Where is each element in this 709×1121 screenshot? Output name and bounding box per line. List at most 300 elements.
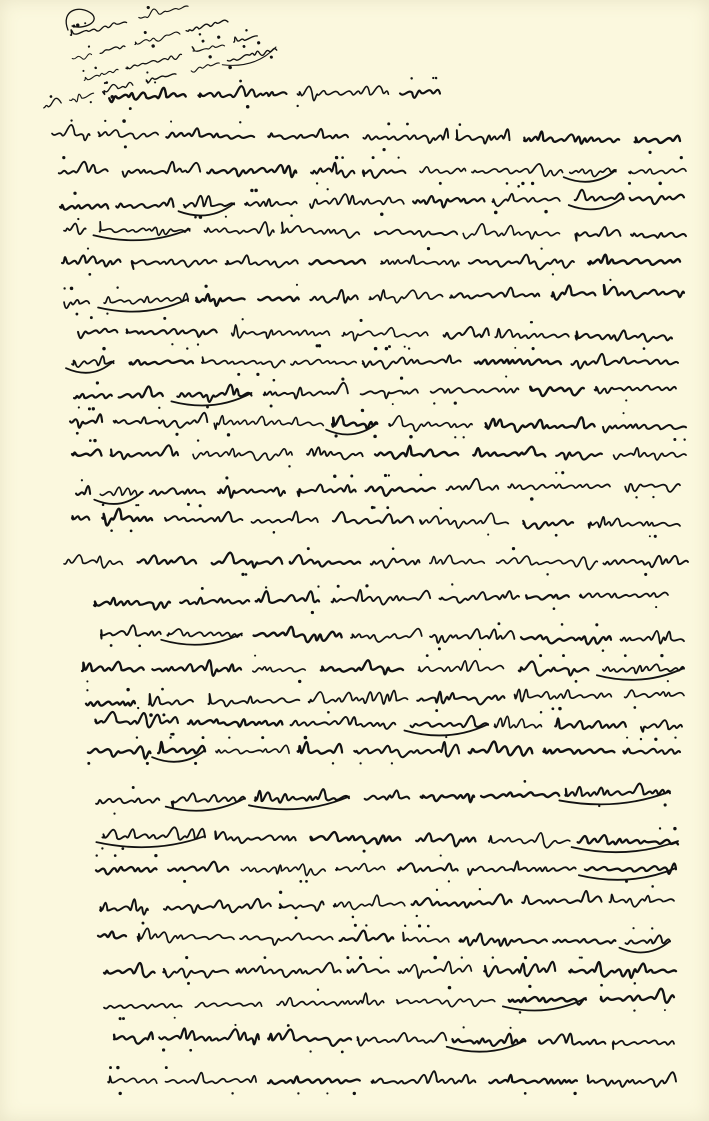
line-3-dot — [341, 156, 344, 159]
manuscript-line-4 — [60, 182, 684, 221]
line-5-word-1 — [575, 227, 620, 241]
line-13-dot — [135, 504, 137, 506]
line-14-dot — [199, 504, 202, 507]
line-18-dot — [624, 654, 627, 657]
line-15-word-5 — [212, 553, 283, 568]
line-23-dot — [101, 847, 103, 849]
line-15-word-7 — [64, 555, 122, 568]
line-21-dot — [626, 737, 628, 739]
line-6-dot — [540, 247, 542, 249]
line-29-dot — [189, 1049, 192, 1052]
line-29-dot — [234, 1024, 236, 1026]
line-3-dot — [398, 157, 400, 159]
line-16-word-2 — [439, 591, 519, 603]
line-30-dot — [109, 1066, 112, 1069]
line-16-dot — [337, 585, 340, 588]
manuscript-line-20 — [95, 706, 682, 741]
line-3-dot — [531, 182, 534, 185]
line-17-dot — [138, 644, 141, 647]
line-2-dot — [387, 122, 390, 125]
manuscript-line-7 — [63, 277, 684, 316]
line-27-word-2 — [398, 962, 471, 978]
line-4-dot — [77, 218, 79, 220]
line-24-word-1 — [468, 861, 576, 875]
line-28-word-3 — [277, 993, 384, 1007]
line-11-dot — [361, 409, 364, 412]
line-1-dot — [129, 107, 132, 110]
line-20-word-4 — [290, 716, 395, 729]
line-23-word-5 — [102, 827, 205, 841]
line-7-word-1 — [551, 285, 595, 300]
line-8-word-2 — [443, 327, 489, 340]
line-21-dot — [87, 762, 90, 765]
line-15-dot — [546, 573, 548, 575]
line-14-dot — [102, 503, 105, 506]
line-15-dot — [512, 547, 515, 550]
line-25-word-6 — [100, 899, 148, 915]
manuscript-line-16 — [94, 579, 668, 617]
line-11-dot — [462, 436, 464, 438]
line-5-word-4 — [281, 222, 359, 238]
line-9-dot — [186, 347, 188, 349]
line-4-dot — [254, 189, 258, 193]
line-9-dot — [256, 373, 259, 376]
manuscript-line-28 — [104, 982, 674, 1020]
line-23-word-1 — [489, 832, 570, 848]
line-30-word-2 — [372, 1071, 476, 1083]
line-21-dot — [146, 762, 149, 765]
line-2-word-0 — [635, 135, 680, 143]
manuscript-line-12 — [72, 439, 686, 468]
line-14-dot — [440, 507, 443, 510]
line-12-word-2 — [473, 447, 545, 457]
line-26-word-1 — [553, 939, 615, 944]
line-30-word-4 — [166, 1073, 257, 1084]
line-10-dot — [88, 407, 91, 410]
line-17-word-3 — [351, 628, 422, 642]
line-3-dot — [335, 156, 338, 159]
line-26-dot — [354, 924, 357, 927]
line-28-word-1 — [509, 996, 586, 1005]
line-19-word-4 — [208, 692, 299, 706]
line-18-dot — [86, 680, 88, 682]
line-22-word-1 — [481, 792, 559, 799]
line-13-dot — [388, 474, 390, 476]
line-19-dot — [162, 713, 165, 716]
line-28-word-2 — [397, 998, 495, 1007]
line-22-word-6 — [96, 798, 159, 804]
line-11-dot — [78, 406, 80, 408]
line-15-word-6 — [138, 556, 197, 564]
line-2-word-7 — [52, 125, 90, 141]
line-30-dot — [524, 1092, 527, 1095]
line-27-dot — [433, 956, 437, 960]
line-14-word-5 — [165, 511, 243, 522]
line-3-word-6 — [207, 165, 296, 177]
line-3-dot — [439, 182, 442, 185]
line-16-dot — [201, 587, 204, 590]
line-26-dot — [418, 924, 421, 927]
line-11-dot — [673, 438, 676, 441]
line-27-word-6 — [104, 963, 155, 977]
line-3-word-4 — [363, 170, 406, 178]
line-24-dot — [114, 854, 117, 857]
line-21-dot — [202, 736, 205, 739]
line-27-word-4 — [236, 963, 340, 977]
line-3-dot — [506, 182, 509, 185]
line-16-dot — [317, 585, 319, 587]
line-19-dot — [435, 709, 438, 712]
line-18-dot — [254, 655, 256, 657]
line-9-word-2 — [363, 355, 461, 368]
line-24-dot — [96, 854, 98, 856]
line-6-word-6 — [62, 255, 121, 266]
manuscript-line-29 — [114, 1022, 674, 1057]
line-11-word-0 — [603, 424, 686, 433]
line-4-word-4 — [310, 193, 404, 208]
line-17-dot — [561, 623, 564, 626]
line-5-word-0 — [631, 232, 686, 238]
line-30-dot — [573, 1092, 576, 1095]
line-1-word-1 — [297, 85, 388, 101]
line-12-word-5 — [193, 449, 292, 461]
line-24-dot — [305, 880, 308, 883]
line-4-word-8 — [60, 204, 108, 210]
line-7-dot — [76, 313, 79, 316]
manuscript-line-11 — [70, 406, 686, 442]
manuscript-line-6 — [62, 247, 680, 276]
line-14-word-4 — [251, 511, 317, 524]
line-28-dot — [633, 1009, 635, 1011]
line-20-word-3 — [410, 715, 488, 728]
line-17-word-6 — [101, 625, 161, 639]
line-15-dot — [241, 573, 244, 576]
line-13-word-2 — [446, 478, 498, 490]
line-2-dot — [648, 151, 651, 154]
manuscript-line-5 — [64, 219, 686, 246]
line-27-dot — [346, 956, 349, 959]
line-15-dot — [245, 573, 248, 576]
line-6-dot — [552, 273, 554, 275]
line-9-word-1 — [475, 359, 561, 364]
line-7-dot — [106, 312, 108, 314]
line-14-word-2 — [420, 512, 509, 528]
line-21-word-6 — [158, 742, 205, 753]
line-16-dot — [655, 606, 657, 608]
line-7-word-0 — [604, 284, 684, 299]
manuscript-line-8 — [78, 316, 672, 351]
line-21-dot — [674, 736, 676, 738]
line-17-dot — [595, 623, 598, 626]
line-20-word-5 — [188, 719, 283, 727]
line-14-dot — [555, 534, 558, 537]
manuscript-line-19 — [86, 679, 684, 718]
line-5-word-5 — [204, 221, 274, 235]
line-22-dot — [664, 803, 667, 806]
line-10-dot — [392, 403, 394, 405]
line-20-dot — [137, 707, 139, 709]
line-7-word-5 — [258, 296, 299, 301]
line-6-dot — [88, 273, 91, 276]
line-25-dot — [416, 915, 418, 917]
line-26-dot — [365, 924, 367, 926]
line-30-word-3 — [268, 1076, 360, 1083]
line-27-dot — [187, 982, 190, 985]
line-13-word-6 — [150, 488, 205, 495]
line-18-dot — [426, 654, 429, 657]
line-21-word-5 — [216, 745, 289, 753]
line-30-word-1 — [489, 1075, 577, 1084]
line-11-dot — [227, 433, 230, 436]
line-23-word-3 — [310, 832, 400, 844]
line-5-word-3 — [375, 229, 457, 237]
manuscript-line-30 — [108, 1066, 676, 1095]
line-12-word-0 — [614, 448, 686, 460]
line-10-word-1 — [530, 386, 584, 396]
line-18-word-5 — [152, 660, 241, 676]
line-1-word-0 — [400, 90, 440, 98]
line-5-word-2 — [463, 224, 559, 240]
line-11-word-2 — [389, 416, 472, 432]
line-8-dot — [90, 316, 93, 319]
line-22-word-2 — [421, 794, 475, 803]
line-27-dot — [380, 956, 382, 958]
line-4-dot — [380, 212, 384, 216]
line-25-dot — [295, 916, 298, 919]
line-28-dot — [317, 989, 319, 991]
line-13-dot — [350, 475, 353, 478]
line-17-dot — [497, 622, 500, 625]
line-12-word-7 — [72, 449, 102, 455]
line-13-dot — [187, 503, 190, 506]
line-10-dot — [92, 407, 95, 410]
line-2-dot — [104, 120, 106, 122]
line-14-dot — [273, 531, 276, 534]
line-24-dot — [154, 854, 157, 857]
line-8-dot — [318, 344, 321, 347]
line-14-dot — [649, 535, 651, 537]
line-18-word-3 — [321, 660, 403, 674]
line-2-dot — [406, 123, 409, 126]
line-26-dot — [632, 927, 634, 929]
line-29-dot — [509, 1027, 511, 1029]
line-21-dot — [332, 762, 334, 764]
line-23-word-0 — [578, 835, 678, 845]
line-29-dot — [162, 1048, 165, 1051]
line-3-dot — [680, 156, 683, 159]
line-27-dot — [264, 956, 267, 959]
line-7-word-4 — [310, 290, 358, 303]
line-15-dot — [307, 547, 310, 550]
line-28-dot — [519, 1011, 522, 1014]
line-5-swash — [93, 228, 189, 241]
line-29-dot — [341, 1050, 344, 1053]
line-3-dot — [372, 156, 375, 159]
line-22-word-5 — [172, 793, 246, 808]
line-21-word-3 — [354, 742, 459, 757]
line-27-word-3 — [347, 964, 388, 973]
line-6-word-5 — [132, 260, 217, 269]
line-21-dot — [391, 762, 393, 764]
line-26-word-2 — [459, 933, 547, 946]
line-6-word-1 — [469, 255, 574, 270]
line-13-word-1 — [508, 483, 610, 490]
line-1-word-2 — [198, 85, 286, 97]
line-18-word-0 — [603, 664, 684, 673]
manuscript-line-1 — [109, 77, 440, 111]
line-26-dot — [651, 927, 653, 929]
line-10-dot — [273, 379, 276, 382]
line-13-dot — [635, 496, 637, 498]
line-7-dot — [609, 279, 611, 281]
line-21-word-7 — [88, 746, 150, 758]
line-4-dot — [73, 192, 76, 195]
line-27-word-0 — [569, 962, 676, 978]
line-21-word-4 — [298, 742, 343, 754]
line-19-word-1 — [514, 688, 611, 702]
line-3-word-7 — [123, 162, 201, 177]
line-10-dot — [341, 377, 344, 380]
line-3-word-2 — [472, 164, 563, 176]
line-7-dot — [63, 287, 65, 289]
line-2-word-2 — [456, 129, 509, 144]
line-7-word-2 — [450, 287, 539, 299]
line-30-dot — [326, 1092, 328, 1094]
line-19-word-3 — [308, 690, 407, 705]
line-27-dot — [185, 956, 188, 959]
line-23-dot — [659, 827, 661, 829]
line-28-word-4 — [195, 1002, 261, 1008]
line-11-word-1 — [485, 416, 594, 432]
line-20-dot — [654, 738, 657, 741]
line-29-word-3 — [357, 1032, 446, 1047]
manuscript-line-3 — [59, 156, 686, 185]
manuscript-line-18 — [82, 654, 684, 683]
line-17-word-4 — [254, 626, 342, 642]
line-18-word-2 — [418, 661, 503, 672]
line-7-word-6 — [196, 293, 245, 306]
line-9-dot — [643, 347, 646, 350]
line-10-word-6 — [119, 386, 163, 397]
line-21-dot — [359, 762, 361, 764]
line-19-word-5 — [149, 693, 193, 706]
line-29-dot — [463, 1026, 465, 1028]
line-13-word-3 — [365, 486, 435, 497]
line-10-word-5 — [177, 384, 251, 402]
line-14-dot — [487, 534, 489, 536]
line-16-word-6 — [94, 597, 170, 611]
line-29-word-6 — [114, 1032, 153, 1044]
line-18-dot — [660, 654, 663, 657]
line-14-word-0 — [588, 517, 680, 529]
line-20-dot — [640, 738, 642, 740]
line-16-word-0 — [580, 592, 668, 598]
line-8-word-1 — [495, 329, 569, 339]
line-24-dot — [440, 855, 442, 857]
line-4-dot — [225, 216, 227, 218]
line-29-word-5 — [159, 1028, 259, 1044]
line-2-word-3 — [363, 128, 448, 143]
line-11-dot — [175, 433, 178, 436]
line-4-dot — [327, 188, 329, 190]
line-6-word-4 — [226, 255, 298, 267]
line-9-dot — [237, 373, 240, 376]
line-10-dot — [270, 405, 273, 408]
line-8-dot — [242, 318, 244, 320]
line-28-word-5 — [104, 1003, 182, 1009]
line-12-dot — [89, 439, 92, 442]
line-21-dot — [169, 736, 171, 738]
line-3-dot — [62, 156, 65, 159]
line-12-dot — [197, 439, 199, 441]
line-3-dot — [316, 182, 318, 184]
line-23-dot — [363, 850, 366, 853]
line-2-word-5 — [166, 128, 254, 139]
line-18-dot — [539, 654, 542, 657]
line-16-word-5 — [180, 597, 249, 605]
line-8-word-0 — [576, 330, 673, 342]
line-15-dot — [392, 547, 395, 550]
line-4-word-6 — [184, 195, 235, 207]
line-6-dot — [427, 247, 430, 250]
line-24-dot — [448, 880, 450, 882]
line-28-dot — [174, 1017, 176, 1019]
line-29-dot — [309, 1050, 311, 1052]
manuscript-line-13 — [76, 469, 680, 508]
line-7-word-8 — [64, 300, 89, 309]
line-20-word-1 — [555, 718, 626, 729]
line-16-dot — [553, 607, 556, 610]
line-6-word-2 — [381, 255, 459, 266]
line-12-word-1 — [556, 452, 602, 459]
line-14-dot — [130, 529, 133, 532]
line-15-word-3 — [371, 559, 420, 568]
line-12-dot — [93, 439, 96, 442]
line-2-dot — [382, 148, 385, 151]
line-18-dot — [575, 680, 578, 683]
line-17-word-2 — [430, 629, 514, 644]
line-12-word-4 — [307, 447, 363, 459]
line-21-dot — [261, 736, 264, 739]
line-11-dot — [76, 432, 79, 435]
line-18-word-4 — [253, 667, 305, 672]
line-28-dot — [664, 1009, 666, 1011]
line-8-dot — [197, 343, 199, 345]
line-16-word-4 — [255, 590, 319, 603]
line-15-dot — [644, 573, 647, 576]
line-24-word-3 — [336, 864, 385, 872]
line-8-word-6 — [78, 328, 118, 338]
line-10-word-7 — [74, 393, 112, 398]
line-8-dot — [359, 319, 362, 322]
line-13-word-5 — [218, 485, 285, 498]
line-13-dot — [81, 479, 83, 481]
manuscript-line-15 — [64, 547, 688, 576]
line-17-dot — [602, 649, 605, 652]
line-9-word-0 — [571, 354, 678, 369]
line-7-dot — [296, 284, 298, 286]
line-30-dot — [165, 1066, 168, 1069]
manuscript-line-27 — [104, 956, 676, 985]
line-2-word-4 — [268, 128, 348, 139]
line-25-dot — [651, 885, 654, 888]
line-21-word-1 — [543, 749, 614, 754]
line-11-word-5 — [114, 412, 208, 428]
line-17-word-1 — [521, 635, 611, 645]
line-10-dot — [400, 377, 403, 380]
line-2-dot — [70, 119, 72, 121]
line-25-word-5 — [164, 899, 271, 914]
